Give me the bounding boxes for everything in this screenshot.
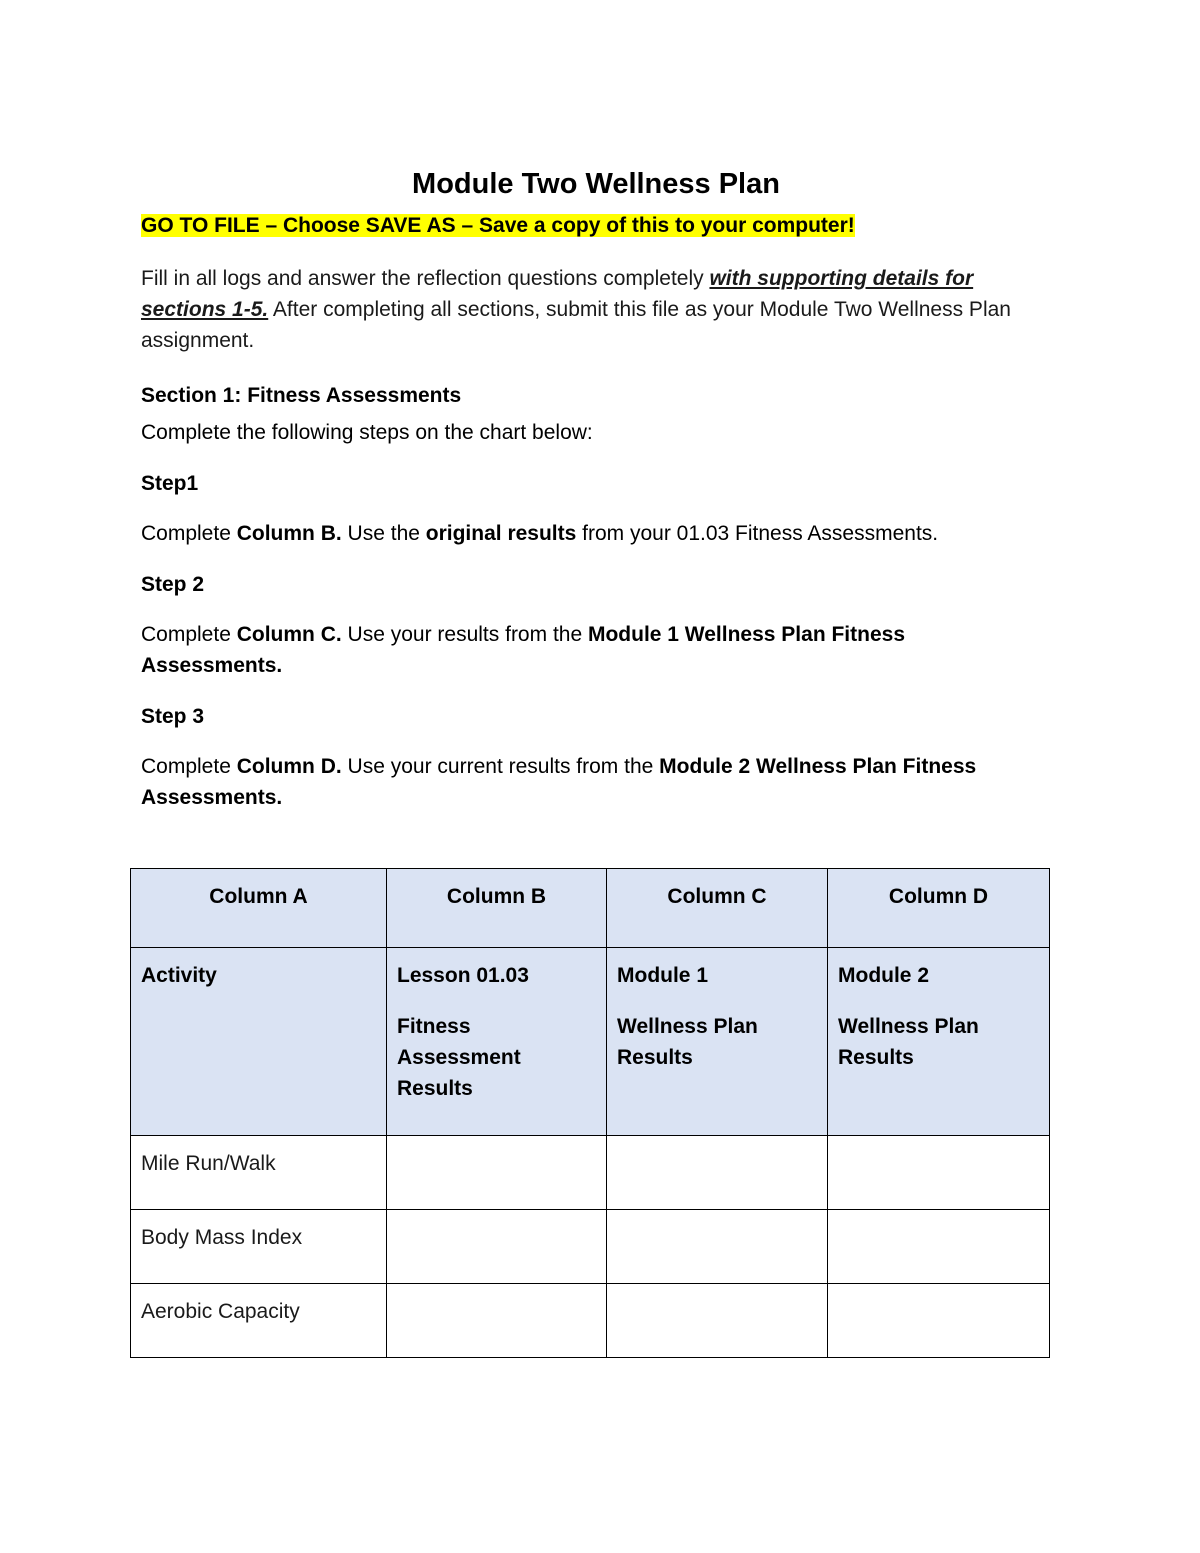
step-3-body [141, 751, 1051, 813]
column-d-header: Column D [828, 869, 1050, 948]
step-2-heading: Step 2 [141, 573, 205, 596]
step-3-bold-1: Column D. [236, 755, 342, 778]
subheader-activity-label: Activity [141, 964, 217, 987]
step-1-bold-1: Column B. [236, 522, 342, 545]
highlighted-text: GO TO FILE – Choose SAVE AS – Save a copy of this to your computer! [141, 214, 855, 237]
column-c-input-cell[interactable] [607, 1284, 828, 1358]
column-c-header: Column C [607, 869, 828, 948]
section-1-heading: Section 1: Fitness Assessments [141, 384, 462, 407]
intro-paragraph [141, 263, 1051, 356]
step-1-body [141, 518, 1051, 549]
subheader-column-b [387, 948, 607, 1136]
table-row [131, 1136, 1050, 1210]
step-2-text-2: Use your results from the [341, 623, 588, 646]
intro-text-1: Fill in all logs and answer the reflection questions completely [141, 267, 710, 290]
subheader-c-line2: Wellness Plan Results [617, 1015, 758, 1069]
document-body [141, 164, 1051, 813]
subheader-column-d [828, 948, 1050, 1136]
subheader-column-c [607, 948, 828, 1136]
save-instruction-note [141, 210, 1051, 241]
step-2-body [141, 619, 1051, 681]
intro-text-2: After completing all sections, submit this file as your Module Two Wellness Plan assignment. [141, 298, 1011, 352]
fitness-assessment-table [130, 868, 1050, 1358]
column-c-input-cell[interactable] [607, 1210, 828, 1284]
intro-emphasis: with supporting details for sections 1-5. [141, 267, 974, 321]
column-d-input-cell[interactable] [828, 1284, 1050, 1358]
table-header-row [131, 869, 1050, 948]
table-row [131, 1284, 1050, 1358]
step-2-text-1: Complete [141, 623, 237, 646]
table-subheader-row [131, 948, 1050, 1136]
column-a-header: Column A [131, 869, 387, 948]
subheader-c-line1: Module 1 [617, 964, 709, 987]
step-3-text-1: Complete [141, 755, 237, 778]
column-b-input-cell[interactable] [387, 1210, 607, 1284]
subheader-d-line1: Module 2 [838, 964, 930, 987]
step-3-heading: Step 3 [141, 705, 205, 728]
activity-cell: Mile Run/Walk [131, 1136, 387, 1210]
step-2-bold-1: Column C. [236, 623, 342, 646]
step-3-bold-2: Module 2 Wellness Plan Fitness Assessments. [141, 755, 977, 809]
step-1-text-1: Complete [141, 522, 237, 545]
column-b-header: Column B [387, 869, 607, 948]
activity-cell: Aerobic Capacity [131, 1284, 387, 1358]
column-b-input-cell[interactable] [387, 1284, 607, 1358]
column-b-input-cell[interactable] [387, 1136, 607, 1210]
column-c-input-cell[interactable] [607, 1136, 828, 1210]
section-1-instruction: Complete the following steps on the chart below: [141, 421, 593, 444]
document-title: Module Two Wellness Plan [412, 168, 780, 200]
subheader-b-line1: Lesson 01.03 [397, 964, 529, 987]
step-1-bold-2: original results [425, 522, 577, 545]
step-1-text-3: from your 01.03 Fitness Assessments. [576, 522, 939, 545]
step-1-text-2: Use the [341, 522, 426, 545]
step-3-text-2: Use your current results from the [341, 755, 660, 778]
column-d-input-cell[interactable] [828, 1210, 1050, 1284]
step-1-heading: Step1 [141, 472, 199, 495]
column-d-input-cell[interactable] [828, 1136, 1050, 1210]
subheader-d-line2: Wellness Plan Results [838, 1015, 979, 1069]
step-2-bold-2: Module 1 Wellness Plan Fitness Assessments. [141, 623, 905, 677]
subheader-b-line2: Fitness Assessment Results [397, 1015, 521, 1100]
table-row [131, 1210, 1050, 1284]
subheader-activity [131, 948, 387, 1136]
activity-cell: Body Mass Index [131, 1210, 387, 1284]
